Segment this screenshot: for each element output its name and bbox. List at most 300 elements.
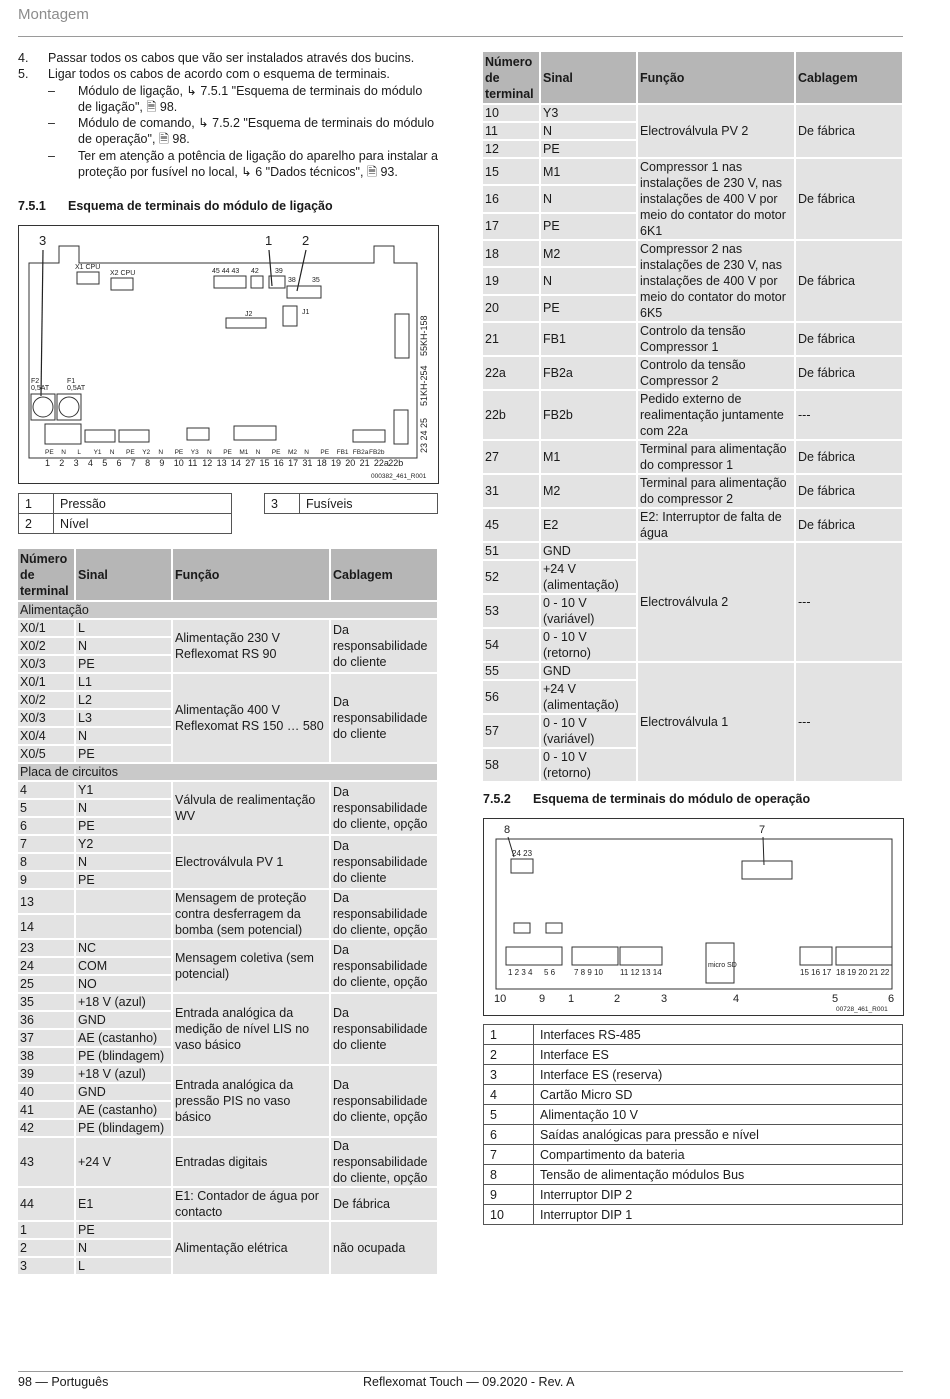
signal: NO	[76, 976, 173, 994]
signal: 0 - 10 V (variável)	[541, 715, 638, 749]
signal: L	[76, 1258, 173, 1276]
signal: 0 - 10 V (variável)	[541, 595, 638, 629]
terminals-18-22: 18 19 20 21 22	[836, 968, 890, 977]
terminal-number: 20	[483, 296, 541, 323]
terminal-number: 18	[483, 241, 541, 268]
step-4	[18, 50, 438, 66]
signal: PE (blindagem)	[76, 1120, 173, 1138]
signal: GND	[76, 1012, 173, 1030]
substep-text[interactable]: Módulo de ligação, ↳ 7.5.1 "Esquema de terminais do módulo de ligação", 🗎 98.	[78, 83, 423, 114]
table-row	[483, 475, 904, 509]
signal-label: N	[255, 449, 261, 456]
signal-label: M2	[288, 449, 298, 456]
signal: Y2	[76, 836, 173, 854]
legend-label: Compartimento da bateria	[534, 1145, 903, 1165]
page-header-title: Montagem	[18, 6, 89, 23]
terminal-number: 10	[483, 105, 541, 123]
table-row	[18, 1066, 439, 1084]
terminal-number: 42	[18, 1120, 76, 1138]
function: Controlo da tensão Compressor 2	[638, 357, 796, 391]
table-row	[18, 1188, 439, 1222]
wiring: De fábrica	[331, 1188, 439, 1222]
signal: N	[541, 123, 638, 141]
legend-number: 7	[484, 1145, 534, 1165]
function: Alimentação elétrica	[173, 1222, 331, 1276]
terminal-number: 5	[18, 800, 76, 818]
signal: L	[76, 620, 173, 638]
function: Terminal para alimentação do compressor 2	[638, 475, 796, 509]
step-number: 4.	[18, 51, 29, 65]
substep-dash: –	[48, 116, 55, 131]
terminal-number-label: 14	[230, 458, 241, 468]
signal: Y1	[76, 782, 173, 800]
terminal-number-label: 1	[45, 458, 51, 468]
legend-row	[484, 1185, 903, 1205]
terminal-number: 27	[483, 441, 541, 475]
terminal-number: X0/4	[18, 728, 76, 746]
legend-number: 8	[484, 1165, 534, 1185]
signal: AE (castanho)	[76, 1030, 173, 1048]
function: Controlo da tensão Compressor 1	[638, 323, 796, 357]
section-number: 7.5.1	[18, 199, 46, 213]
table-row	[483, 357, 904, 391]
function: Electroválvula 1	[638, 663, 796, 783]
signal-label: N	[61, 449, 66, 456]
signal: PE	[76, 872, 173, 890]
signal-label: L	[77, 449, 82, 456]
terminal-number: 8	[18, 854, 76, 872]
signal-label: PE	[223, 449, 232, 456]
terminal-number: 58	[483, 749, 541, 783]
table-row	[483, 663, 904, 681]
label-j1: J1	[302, 309, 310, 316]
signal: FB1	[541, 323, 638, 357]
terminal-number: 21	[483, 323, 541, 357]
terminal-number: X0/3	[18, 710, 76, 728]
terminal-number: X0/3	[18, 656, 76, 674]
terminal-number: 9	[18, 872, 76, 890]
header-function: Função	[173, 549, 331, 602]
terminal-number: X0/2	[18, 638, 76, 656]
function: Pedido externo de realimentação juntamente com 22a	[638, 391, 796, 441]
terminal-number-label: 22a	[373, 458, 389, 468]
terminal-number-label: 10	[173, 458, 184, 468]
label-45-44-43: 45 44 43	[212, 268, 240, 275]
label-51kh-254: 51KH-254	[419, 365, 429, 406]
signal: FB2a	[541, 357, 638, 391]
legend-label: Cartão Micro SD	[534, 1085, 903, 1105]
terminal-number: 4	[18, 782, 76, 800]
signal: E2	[541, 509, 638, 543]
wiring: De fábrica	[796, 241, 904, 323]
terminal-number: 12	[483, 141, 541, 159]
legend-row	[484, 1025, 903, 1045]
function: Electroválvula PV 2	[638, 105, 796, 159]
bottom-terminal-numbers	[45, 458, 403, 468]
table-row	[18, 836, 439, 854]
terminal-number-label: 16	[273, 458, 284, 468]
signal: PE	[541, 214, 638, 241]
substep-dash: –	[48, 148, 55, 163]
signal-label: PE	[320, 449, 330, 456]
header-signal: Sinal	[76, 549, 173, 602]
legend-label: Fusíveis	[300, 494, 438, 514]
terminal-number-label: 18	[316, 458, 327, 468]
wiring: ---	[796, 543, 904, 663]
terminal-number-label: 5	[102, 458, 108, 468]
terminal-number: X0/2	[18, 692, 76, 710]
table-row	[18, 620, 439, 638]
substep	[18, 148, 438, 181]
function: Entradas digitais	[173, 1138, 331, 1188]
wiring: Da responsabilidade do cliente, opção	[331, 890, 439, 940]
signal: L3	[76, 710, 173, 728]
wiring: Da responsabilidade do cliente	[331, 994, 439, 1066]
wiring: ---	[796, 391, 904, 441]
legend-row	[484, 1145, 903, 1165]
terminal-number-label: 22b	[388, 458, 404, 468]
diagram2-legend	[483, 1024, 903, 1225]
terminal-number: 1	[18, 1222, 76, 1240]
table-row	[18, 1138, 439, 1188]
terminal-number: 35	[18, 994, 76, 1012]
signal: PE	[541, 141, 638, 159]
diagram-code: 000382_461_R001	[371, 473, 427, 480]
terminal-number-label: 31	[302, 458, 313, 468]
terminal-table-left	[18, 549, 439, 1276]
terminal-number-label: 17	[288, 458, 299, 468]
signal: PE (blindagem)	[76, 1048, 173, 1066]
step-5	[18, 66, 438, 82]
terminal-number-label: 11	[188, 458, 198, 468]
callout-7: 7	[759, 824, 766, 836]
legend-number: 9	[484, 1185, 534, 1205]
terminal-number: 45	[483, 509, 541, 543]
group-label: Placa de circuitos	[18, 764, 439, 782]
terminal-number: X0/5	[18, 746, 76, 764]
legend-label: Interruptor DIP 2	[534, 1185, 903, 1205]
label-23-24-25: 23 24 25	[419, 417, 429, 453]
signal: GND	[76, 1084, 173, 1102]
table-row	[483, 543, 904, 561]
signal: PE	[76, 818, 173, 836]
function: Alimentação 400 V Reflexomat RS 150 … 580	[173, 674, 331, 764]
terminal-number-label: 27	[245, 458, 256, 468]
substep	[18, 83, 438, 116]
terminal-number: 19	[483, 268, 541, 295]
footer-page-language: 98 — Português	[18, 1375, 109, 1389]
function: Alimentação 230 V Reflexomat RS 90	[173, 620, 331, 674]
terminal-number: 54	[483, 629, 541, 663]
table-row	[483, 391, 904, 441]
section-heading-7-5-1	[18, 199, 333, 213]
legend-label: Saídas analógicas para pressão e nível	[534, 1125, 903, 1145]
wiring: De fábrica	[796, 105, 904, 159]
callout-2: 2	[614, 993, 621, 1005]
terminal-number: 37	[18, 1030, 76, 1048]
legend-label: Interruptor DIP 1	[534, 1205, 903, 1225]
table-row	[18, 890, 439, 915]
label-x1-cpu: X1 CPU	[75, 264, 101, 271]
callout-2: 2	[302, 233, 310, 248]
callout-5: 5	[832, 993, 839, 1005]
wiring: De fábrica	[796, 509, 904, 543]
signal-label: N	[109, 449, 115, 456]
function: Electroválvula PV 1	[173, 836, 331, 890]
terminal-number-label: 7	[130, 458, 136, 468]
legend-row	[484, 1165, 903, 1185]
svg-text:123456789101112131427151617311	[45, 458, 403, 468]
table-header-row	[18, 549, 439, 602]
terminal-number: 43	[18, 1138, 76, 1188]
signal: E1	[76, 1188, 173, 1222]
table-row	[18, 940, 439, 958]
table-header-row	[483, 52, 904, 105]
signal: N	[541, 186, 638, 213]
terminal-number-label: 20	[345, 458, 356, 468]
signal-label: FB2a	[352, 449, 369, 456]
terminal-number-label: 9	[159, 458, 165, 468]
legend-number: 1	[484, 1025, 534, 1045]
legend-label: Interface ES (reserva)	[534, 1065, 903, 1085]
wiring: Da responsabilidade do cliente, opção	[331, 940, 439, 994]
signal: PE	[76, 1222, 173, 1240]
terminal-number: 38	[18, 1048, 76, 1066]
legend-row	[484, 1205, 903, 1225]
label-f2-rating: 0,5AT	[31, 385, 50, 392]
table-row	[483, 105, 904, 123]
legend-row	[484, 1085, 903, 1105]
callout-3: 3	[39, 233, 47, 248]
legend-row	[19, 494, 438, 514]
legend-number: 3	[484, 1065, 534, 1085]
legend-row	[19, 514, 438, 534]
section-title: Esquema de terminais do módulo de ligação	[68, 199, 333, 213]
signal: COM	[76, 958, 173, 976]
legend-number: 1	[19, 494, 54, 514]
terminal-number: 39	[18, 1066, 76, 1084]
footer-divider	[18, 1371, 903, 1372]
signal: NC	[76, 940, 173, 958]
wiring: De fábrica	[796, 323, 904, 357]
terminal-number: 40	[18, 1084, 76, 1102]
signal: FB2b	[541, 391, 638, 441]
signal-label: PE	[126, 449, 135, 456]
signal: Y3	[541, 105, 638, 123]
instruction-steps	[18, 50, 438, 180]
table-row	[483, 241, 904, 268]
label-f1: F1	[67, 378, 76, 385]
signal: 0 - 10 V (retorno)	[541, 629, 638, 663]
legend-row	[484, 1045, 903, 1065]
signal-label: N	[304, 449, 309, 456]
signal: AE (castanho)	[76, 1102, 173, 1120]
signal-label: Y1	[93, 449, 102, 456]
terminal-number-label: 13	[216, 458, 227, 468]
signal: N	[76, 728, 173, 746]
callout-4: 4	[733, 993, 740, 1005]
terminal-number: 15	[483, 159, 541, 186]
signal: N	[76, 800, 173, 818]
label-24-23: 24 23	[512, 849, 533, 858]
wiring: Da responsabilidade do cliente, opção	[331, 1066, 439, 1138]
label-f2: F2	[31, 378, 40, 385]
legend-label: Alimentação 10 V	[534, 1105, 903, 1125]
callout-9: 9	[539, 993, 546, 1005]
callout-6: 6	[888, 993, 895, 1005]
terminal-number: 13	[18, 890, 76, 915]
terminal-number: 53	[483, 595, 541, 629]
micro-sd-label: micro SD	[708, 962, 737, 969]
header-divider	[18, 36, 903, 37]
function: Compressor 1 nas instalações de 230 V, nas instalações de 400 V por meio do contator do motor 6K1	[638, 159, 796, 241]
terminal-number: 11	[483, 123, 541, 141]
function: Entrada analógica da pressão PIS no vaso básico	[173, 1066, 331, 1138]
label-55kh-158: 55KH-158	[419, 315, 429, 356]
signal: M1	[541, 159, 638, 186]
terminal-number: X0/1	[18, 674, 76, 692]
legend-label: Interfaces RS-485	[534, 1025, 903, 1045]
wiring: De fábrica	[796, 475, 904, 509]
signal-label: Y3	[190, 449, 199, 456]
signal-label: Y2	[142, 449, 151, 456]
signal: N	[76, 638, 173, 656]
substep-text[interactable]: Ter em atenção a potência de ligação do aparelho para instalar a proteção por fusível no local, ↳ 6 "Dados técnicos", 🗎 93.	[78, 148, 438, 180]
signal-label: M1	[239, 449, 249, 456]
wiring: não ocupada	[331, 1222, 439, 1276]
legend-label: Pressão	[54, 494, 232, 514]
legend-number: 10	[484, 1205, 534, 1225]
terminal-number-label: 21	[359, 458, 370, 468]
callout-3: 3	[661, 993, 668, 1005]
terminal-number: 51	[483, 543, 541, 561]
legend-label: Tensão de alimentação módulos Bus	[534, 1165, 903, 1185]
signal: M2	[541, 475, 638, 509]
label-42: 42	[251, 268, 259, 275]
header-terminal: Número de terminal	[483, 52, 541, 105]
bottom-callouts	[494, 993, 894, 1005]
callout-1: 1	[265, 233, 273, 248]
terminal-number: X0/1	[18, 620, 76, 638]
terminal-number: 36	[18, 1012, 76, 1030]
callout-1: 1	[568, 993, 575, 1005]
signal: PE	[76, 656, 173, 674]
bottom-signal-labels	[45, 449, 385, 456]
signal: 0 - 10 V (retorno)	[541, 749, 638, 783]
signal: M2	[541, 241, 638, 268]
signal: +24 V (alimentação)	[541, 681, 638, 715]
terminal-number-label: 6	[116, 458, 122, 468]
signal-label: PE	[45, 449, 54, 456]
wiring: Da responsabilidade do cliente	[331, 620, 439, 674]
terminals-15-17: 15 16 17	[800, 968, 832, 977]
label-39: 39	[275, 268, 283, 275]
table-group-row	[18, 602, 439, 620]
function: Mensagem coletiva (sem potencial)	[173, 940, 331, 994]
function: Válvula de realimentação WV	[173, 782, 331, 836]
table-row	[483, 323, 904, 357]
terminal-number: 31	[483, 475, 541, 509]
terminal-number: 17	[483, 214, 541, 241]
terminal-number: 7	[18, 836, 76, 854]
legend-number: 2	[19, 514, 54, 534]
wiring: Da responsabilidade do cliente, opção	[331, 1138, 439, 1188]
table-row	[483, 509, 904, 543]
signal	[76, 915, 173, 940]
terminal-number: 56	[483, 681, 541, 715]
terminal-number-label: 4	[87, 458, 93, 468]
table-row	[483, 159, 904, 186]
table-group-row	[18, 764, 439, 782]
header-wiring: Cablagem	[796, 52, 904, 105]
signal-label: FB1	[336, 449, 349, 456]
function: Entrada analógica da medição de nível LIS no vaso básico	[173, 994, 331, 1066]
step-text: Ligar todos os cabos de acordo com o esquema de terminais.	[48, 67, 390, 82]
table-row	[18, 674, 439, 692]
section-title: Esquema de terminais do módulo de operação	[533, 792, 811, 806]
legend-label: Interface ES	[534, 1045, 903, 1065]
terminal-number: 22b	[483, 391, 541, 441]
terminal-number: 14	[18, 915, 76, 940]
signal-label: PE	[271, 449, 281, 456]
legend-number: 6	[484, 1125, 534, 1145]
label-f1-rating: 0,5AT	[67, 385, 86, 392]
signal: M1	[541, 441, 638, 475]
legend-row	[484, 1125, 903, 1145]
diagram1-legend	[18, 493, 438, 534]
terminal-table-right	[483, 52, 904, 783]
callout-10: 10	[494, 993, 507, 1005]
legend-number: 5	[484, 1105, 534, 1125]
substep-text[interactable]: Módulo de comando, ↳ 7.5.2 "Esquema de terminais do módulo de operação", 🗎 98.	[78, 116, 435, 147]
legend-number: 4	[484, 1085, 534, 1105]
signal: N	[76, 1240, 173, 1258]
table-row	[483, 441, 904, 475]
terminals-1-4: 1 2 3 4	[508, 968, 533, 977]
terminal-number: 57	[483, 715, 541, 749]
function: Electroválvula 2	[638, 543, 796, 663]
wiring: ---	[796, 663, 904, 783]
signal	[76, 890, 173, 915]
legend-number: 2	[484, 1045, 534, 1065]
step-text: Passar todos os cabos que vão ser instalados através dos bucins.	[48, 51, 415, 65]
signal-label: PE	[174, 449, 184, 456]
terminal-number-label: 8	[145, 458, 151, 468]
terminal-number-label: 15	[259, 458, 270, 468]
wiring: Da responsabilidade do cliente, opção	[331, 782, 439, 836]
callout-8: 8	[504, 824, 511, 836]
label-38: 38	[288, 277, 296, 284]
function: Mensagem de proteção contra desferragem da bomba (sem potencial)	[173, 890, 331, 940]
legend-number: 3	[265, 494, 300, 514]
terminal-number: 22a	[483, 357, 541, 391]
terminal-number: 24	[18, 958, 76, 976]
signal: PE	[76, 746, 173, 764]
terminal-number-label: 3	[73, 458, 79, 468]
signal-label: FB2b	[369, 449, 385, 456]
signal: L1	[76, 674, 173, 692]
wiring: De fábrica	[796, 441, 904, 475]
terminals-7-10: 7 8 9 10	[574, 968, 603, 977]
terminal-number: 44	[18, 1188, 76, 1222]
table-row	[18, 1222, 439, 1240]
signal: +18 V (azul)	[76, 994, 173, 1012]
terminal-number-label: 19	[331, 458, 342, 468]
signal: PE	[541, 296, 638, 323]
wiring: Da responsabilidade do cliente	[331, 836, 439, 890]
signal-label: N	[207, 449, 212, 456]
function: E2: Interruptor de falta de água	[638, 509, 796, 543]
